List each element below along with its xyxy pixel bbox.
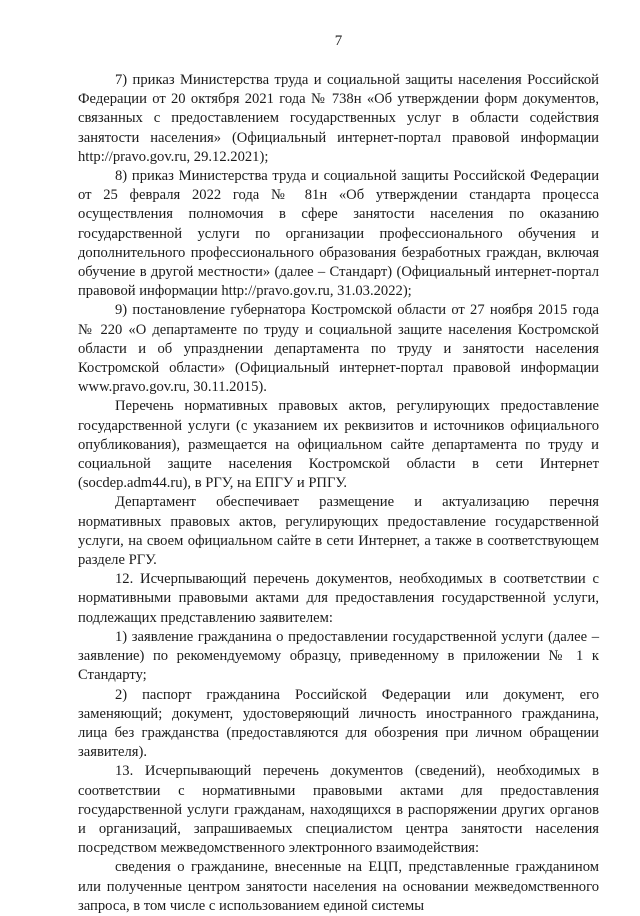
paragraph-12-item-1: 1) заявление гражданина о предоставлении государственной услуги (далее – заявление) по рекомендуемому образцу, приведенному в приложении № 1 к Стандарту;	[78, 628, 599, 684]
paragraph-acts-list-placement: Перечень нормативных правовых актов, регулирующих предоставление государственной услуги (с указанием их реквизитов и источников официального опубликования), размещается на официальном сайте департамента по труду и социальной защите населения Костромской области в сети Интернет (socdep.adm44.ru), в РГУ, на ЕПГУ и РПГУ.	[78, 398, 599, 492]
paragraph-department-updates: Департамент обеспечивает размещение и актуализацию перечня нормативных правовых актов, регулирующих предоставление государственной услуги, на своем официальном сайте в сети Интернет, а также в соответствующем разделе РГУ.	[78, 494, 599, 569]
paragraph-item-8: 8) приказ Министерства труда и социальной защиты Российской Федерации от 25 февраля 2022 года № 81н «Об утверждении стандарта процесса осуществления полномочия в сфере занятости населения по оказанию государственной услуги по организации профессионального обучения и дополнительного профессионального образования безработных граждан, включая обучение в другой местности» (далее – Стандарт) (Официальный интернет-портал правовой информации http://pravo.gov.ru, 31.03.2022);	[78, 168, 599, 300]
paragraph-12-item-2: 2) паспорт гражданина Российской Федерации или документ, его заменяющий; документ, удостоверяющий личность иностранного гражданина, лица без гражданства (предоставляются для обозрения при личном обращении заявителя).	[78, 686, 599, 761]
paragraph-section-13: 13. Исчерпывающий перечень документов (сведений), необходимых в соответствии с нормативными правовыми актами для предоставления государственной услуги гражданам, находящихся в распоряжении других органов и организаций, запрашиваемых специалистом центра занятости населения посредством межведомственного электронного взаимодействия:	[78, 763, 599, 857]
paragraph-item-7: 7) приказ Министерства труда и социальной защиты населения Российской Федерации от 20 октября 2021 года № 738н «Об утверждении форм документов, связанных с предоставлением государственных услуг в области содействия занятости населения» (Официальный интернет-портал правовой информации http://pravo.gov.ru, 29.12.2021);	[78, 72, 599, 165]
paragraph-section-12: 12. Исчерпывающий перечень документов, необходимых в соответствии с нормативными правовыми актами для предоставления государственной услуги, подлежащих представлению заявителем:	[78, 571, 599, 626]
page-number: 7	[334, 33, 343, 49]
paragraph-item-9: 9) постановление губернатора Костромской области от 27 ноября 2015 года № 220 «О департаменте по труду и социальной защите населения Костромской области и об упразднении департамента по труду и занятости населения Костромской области» (Официальный интернет-портал правовой информации www.pravo.gov.ru, 30.11.2015).	[78, 302, 599, 396]
paragraph-13-citizen-info: сведения о гражданине, внесенные на ЕЦП, представленные гражданином или полученные центром занятости населения на основании межведомственного запроса, в том числе с использованием единой системы	[78, 859, 599, 914]
